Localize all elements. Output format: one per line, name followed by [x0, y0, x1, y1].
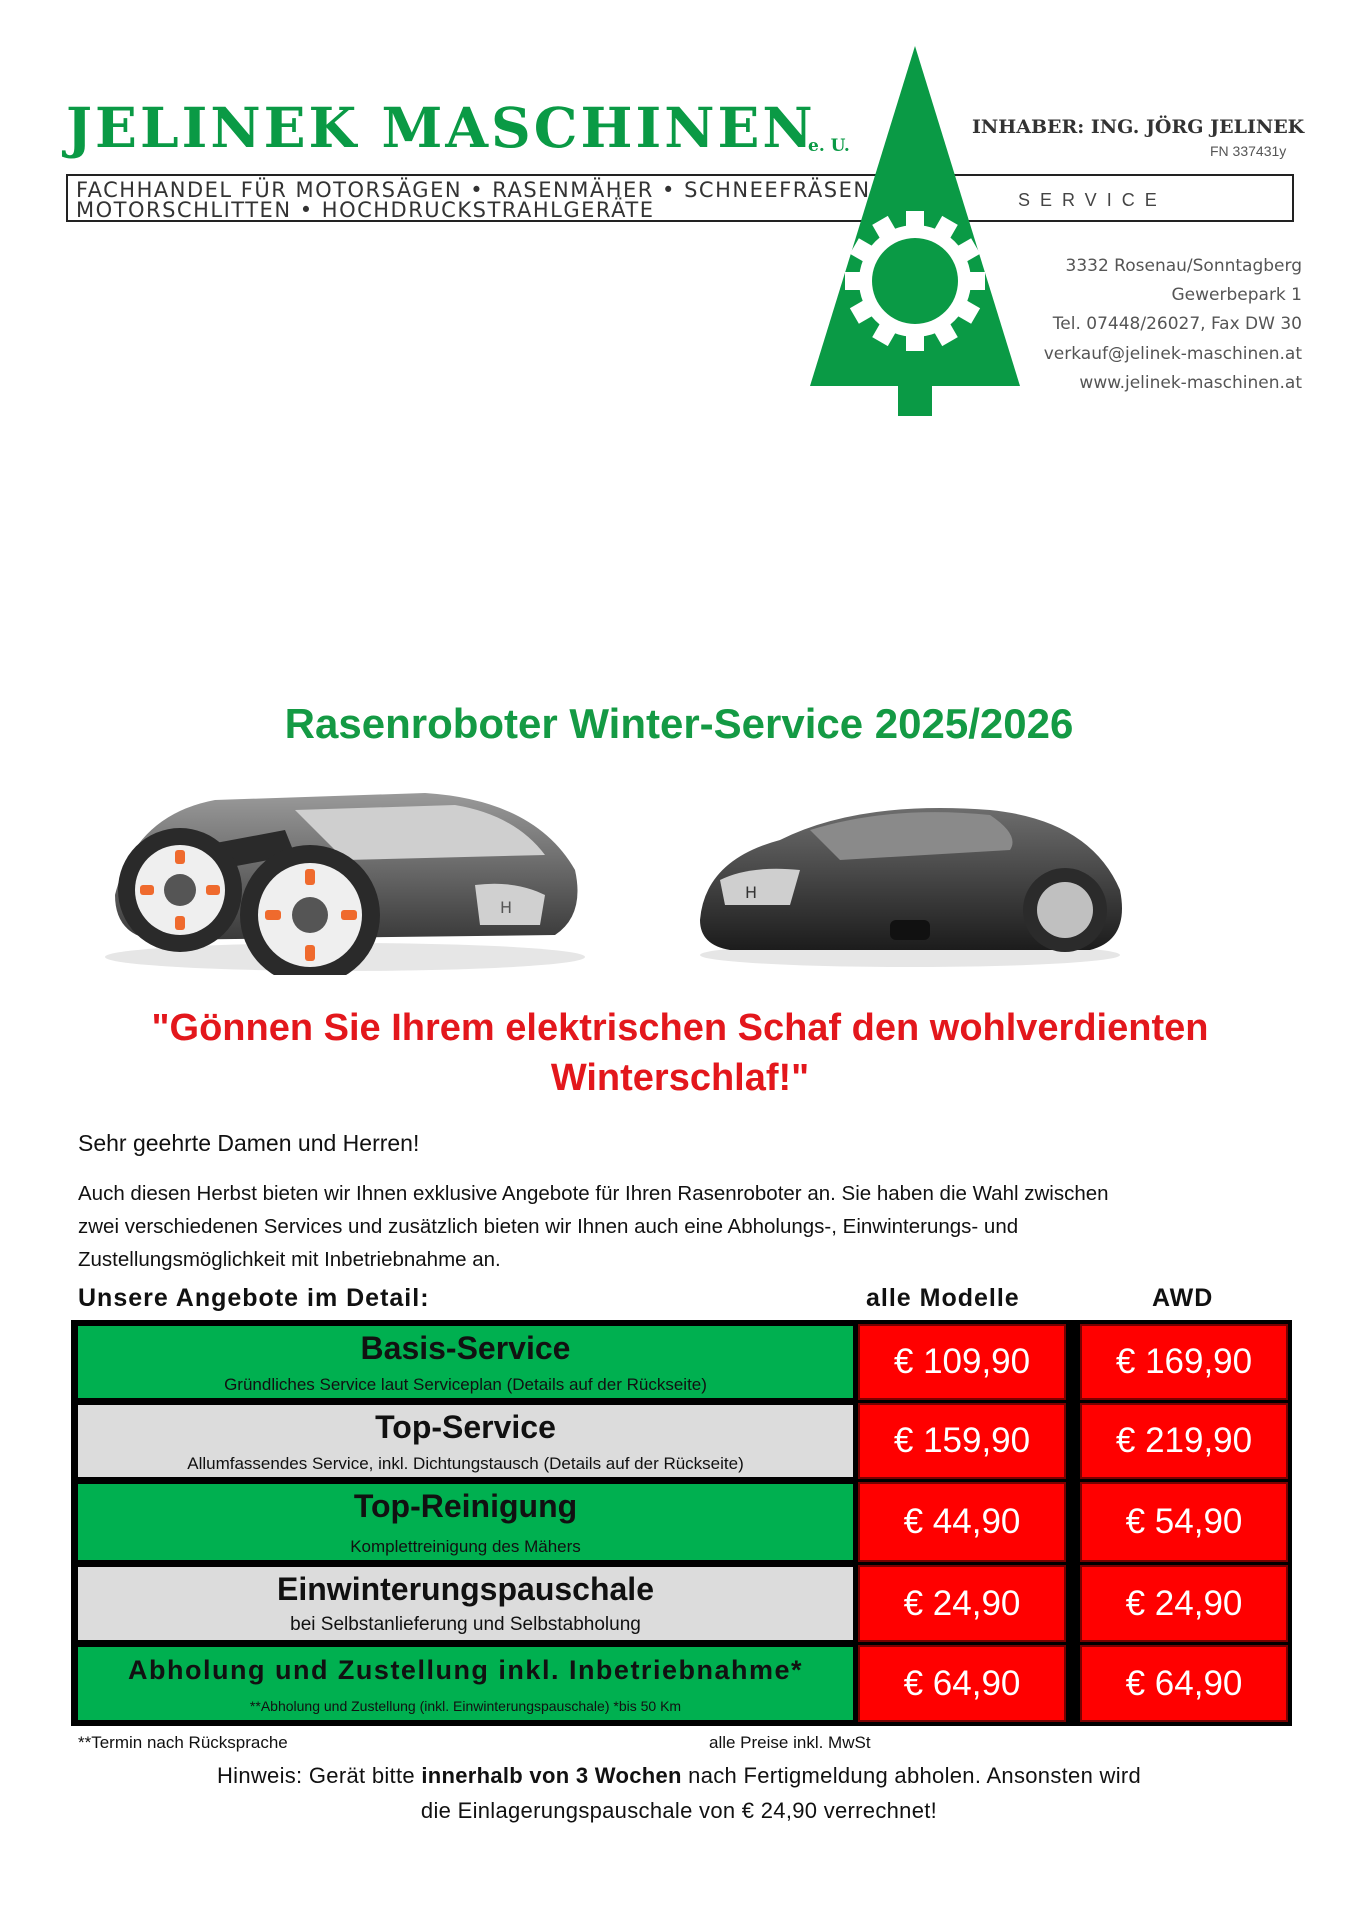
owner-name: INHABER: ING. JÖRG JELINEK: [972, 116, 1305, 138]
slogan-line-2: Winterschlaf!": [550, 1057, 810, 1099]
offers-heading: Unsere Angebote im Detail:: [78, 1284, 430, 1312]
service-row-abholung-zustellung: [76, 1645, 855, 1722]
greeting: Sehr geehrte Damen und Herren!: [78, 1130, 420, 1156]
intro-line-1: Auch diesen Herbst bieten wir Ihnen exklusive Angebote für Ihren Rasenroboter an. Sie haben die Wahl zwischen: [78, 1182, 1109, 1205]
email-link[interactable]: verkauf@jelinek-maschinen.at: [1043, 344, 1302, 364]
address-line-1: 3332 Rosenau/Sonntagberg: [1065, 256, 1302, 276]
service-row-top-service: [76, 1403, 855, 1479]
price-all-models: € 64,90: [858, 1645, 1066, 1722]
service-name: Top-Reinigung: [353, 1488, 578, 1524]
svg-text:H: H: [500, 898, 513, 917]
service-row-einwinterung: [76, 1565, 855, 1642]
price-awd: € 219,90: [1080, 1403, 1288, 1479]
page-title: Rasenroboter Winter-Service 2025/2026: [284, 700, 1074, 747]
hint-text: Hinweis: Gerät bitte: [216, 1763, 422, 1788]
service-label: SERVICE: [1018, 190, 1167, 210]
intro-line-2: zwei verschiedenen Services und zusätzlich bieten wir Ihnen auch eine Abholungs-, Einwinterungs- und: [78, 1215, 1019, 1238]
service-row-top-reinigung: [76, 1482, 855, 1562]
service-description: Allumfassendes Service, inkl. Dichtungstausch (Details auf der Rückseite): [187, 1454, 744, 1473]
service-name: Top-Service: [375, 1409, 556, 1445]
service-description: **Abholung und Zustellung (inkl. Einwinterungspauschale) *bis 50 Km: [249, 1698, 682, 1714]
footnote-vat: alle Preise inkl. MwSt: [709, 1733, 871, 1752]
phone-fax: Tel. 07448/26027, Fax DW 30: [1052, 314, 1302, 334]
company-register-number: FN 337431y: [1210, 143, 1287, 159]
service-row-basis: [76, 1324, 855, 1400]
hint-line-1: [0, 1763, 1358, 1789]
price-awd: € 24,90: [1080, 1565, 1288, 1642]
service-name: Basis-Service: [360, 1330, 571, 1366]
address-line-2: Gewerbepark 1: [1171, 285, 1302, 305]
price-all-models: € 159,90: [858, 1403, 1066, 1479]
service-description: Komplettreinigung des Mähers: [350, 1537, 581, 1556]
footnote-appointment: **Termin nach Rücksprache: [78, 1733, 288, 1752]
service-name: Abholung und Zustellung inkl. Inbetriebnahme*: [128, 1655, 803, 1685]
column-header-awd: AWD: [1152, 1284, 1214, 1312]
price-awd: € 54,90: [1080, 1482, 1288, 1562]
tagline-line-1: FACHHANDEL FÜR MOTORSÄGEN • RASENMÄHER • SCHNEEFRÄSEN: [76, 178, 871, 202]
price-all-models: € 44,90: [858, 1482, 1066, 1562]
robot-mower-image: [690, 790, 1130, 970]
intro-line-3: Zustellungsmöglichkeit mit Inbetriebnahme an.: [78, 1248, 501, 1271]
price-all-models: € 24,90: [858, 1565, 1066, 1642]
tagline-line-2: MOTORSCHLITTEN • HOCHDRUCKSTRAHLGERÄTE: [76, 198, 655, 222]
column-header-all-models: alle Modelle: [866, 1284, 1020, 1312]
svg-text:H: H: [745, 883, 758, 902]
hint-text: nach Fertigmeldung abholen. Ansonsten wird: [681, 1763, 1142, 1788]
price-awd: € 64,90: [1080, 1645, 1288, 1722]
robot-mower-awd-image: [95, 775, 595, 975]
price-awd: € 169,90: [1080, 1324, 1288, 1400]
tree-gear-logo: [810, 46, 1020, 416]
website-link[interactable]: www.jelinek-maschinen.at: [1079, 373, 1302, 393]
hint-line-2: die Einlagerungspauschale von € 24,90 verrechnet!: [420, 1798, 938, 1823]
company-name: JELINEK MASCHINEN: [66, 95, 816, 160]
price-all-models: € 109,90: [858, 1324, 1066, 1400]
slogan-line-1: "Gönnen Sie Ihrem elektrischen Schaf den wohlverdienten: [151, 1007, 1209, 1049]
service-description: Gründliches Service laut Serviceplan (Details auf der Rückseite): [224, 1375, 707, 1394]
service-name: Einwinterungspauschale: [277, 1571, 654, 1607]
service-description: bei Selbstanlieferung und Selbstabholung: [290, 1614, 641, 1635]
hint-deadline: innerhalb von 3 Wochen: [421, 1763, 682, 1788]
company-legal-suffix: e. U.: [808, 136, 850, 156]
